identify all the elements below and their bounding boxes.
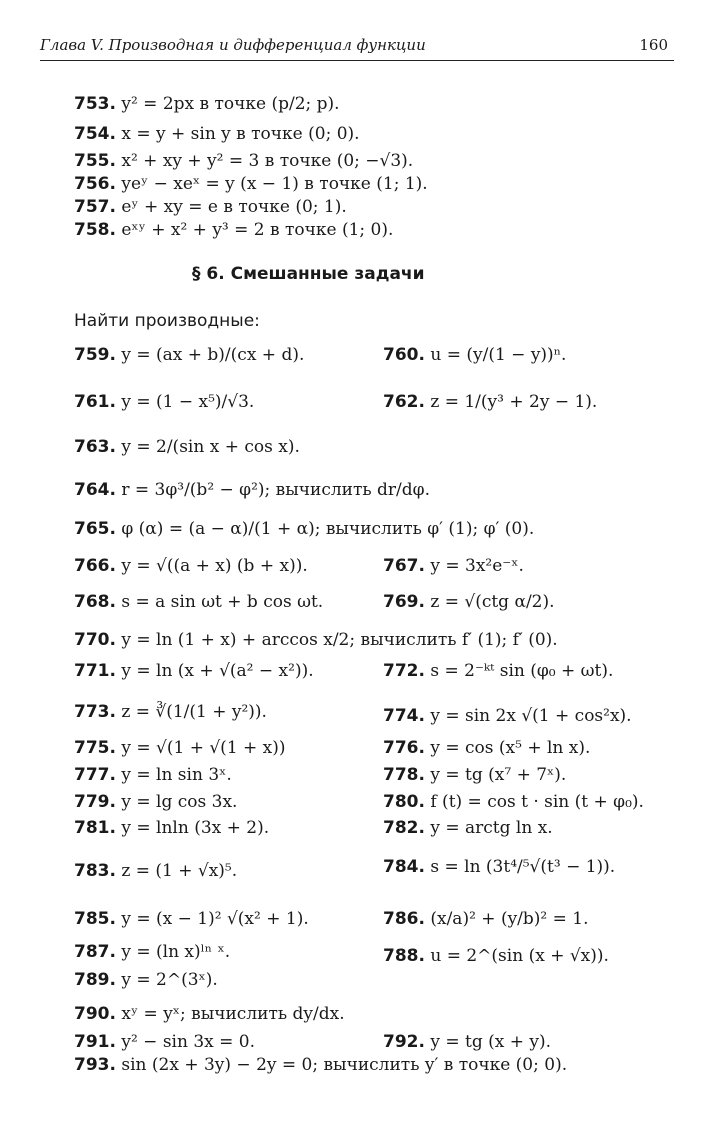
problem-text: z = √(ctg α/2). bbox=[430, 592, 555, 612]
intro-text: Найти производные: bbox=[74, 311, 260, 331]
problem-777 bbox=[74, 765, 232, 785]
problem-764 bbox=[74, 480, 430, 500]
problem-number: 788. bbox=[383, 946, 425, 966]
problem-780 bbox=[383, 792, 644, 812]
section-title: § 6. Смешанные задачи bbox=[192, 264, 425, 284]
problem-778 bbox=[383, 765, 566, 785]
problem-text: u = 2^(sin (x + √x)). bbox=[430, 946, 609, 966]
problem-text: y = ln sin 3ˣ. bbox=[121, 765, 232, 785]
problem-759 bbox=[74, 345, 304, 365]
problem-790 bbox=[74, 1004, 345, 1024]
problem-784 bbox=[383, 857, 615, 877]
problem-text: (x/a)² + (y/b)² = 1. bbox=[430, 909, 589, 929]
problem-text: y² = 2px в точке (p/2; p). bbox=[121, 94, 340, 114]
page-header bbox=[40, 36, 674, 61]
problem-755 bbox=[74, 151, 413, 171]
problem-785 bbox=[74, 909, 309, 929]
problem-769 bbox=[383, 592, 555, 612]
problem-756 bbox=[74, 174, 428, 194]
problem-number: 789. bbox=[74, 970, 116, 990]
problem-765 bbox=[74, 519, 534, 539]
problem-number: 755. bbox=[74, 151, 116, 171]
problem-text: sin (2x + 3y) − 2y = 0; вычислить y′ в точке (0; 0). bbox=[121, 1055, 568, 1075]
problem-text: r = 3φ³/(b² − φ²); вычислить dr/dφ. bbox=[121, 480, 430, 500]
problem-number: 783. bbox=[74, 861, 116, 881]
problem-number: 768. bbox=[74, 592, 116, 612]
problem-number: 756. bbox=[74, 174, 116, 194]
problem-776 bbox=[383, 738, 590, 758]
problem-number: 780. bbox=[383, 792, 425, 812]
problem-text: y = sin 2x √(1 + cos²x). bbox=[430, 706, 632, 726]
problem-number: 793. bbox=[74, 1055, 116, 1075]
problem-791 bbox=[74, 1032, 255, 1052]
problem-761 bbox=[74, 392, 254, 412]
problem-787 bbox=[74, 942, 230, 962]
problem-766 bbox=[74, 556, 308, 576]
problem-number: 777. bbox=[74, 765, 116, 785]
problem-770 bbox=[74, 630, 558, 650]
problem-number: 767. bbox=[383, 556, 425, 576]
problem-text: y = √(1 + √(1 + x)) bbox=[121, 738, 286, 758]
problem-text: y = (1 − x⁵)/√3. bbox=[121, 392, 255, 412]
problem-text: s = ln (3t⁴/⁵√(t³ − 1)). bbox=[430, 857, 616, 877]
problem-number: 754. bbox=[74, 124, 116, 144]
problem-text: y = (ln x)ˡⁿ ˣ. bbox=[121, 942, 231, 962]
problem-773 bbox=[74, 702, 267, 722]
problem-text: z = ∛(1/(1 + y²)). bbox=[121, 702, 267, 722]
problem-number: 784. bbox=[383, 857, 425, 877]
problem-763 bbox=[74, 437, 300, 457]
problem-number: 766. bbox=[74, 556, 116, 576]
problem-text: y = (x − 1)² √(x² + 1). bbox=[121, 909, 309, 929]
problem-text: f (t) = cos t · sin (t + φ₀). bbox=[430, 792, 644, 812]
problem-text: xʸ = yˣ; вычислить dy/dx. bbox=[121, 1004, 345, 1024]
problem-text: y = ln (1 + x) + arccos x/2; вычислить f′ (1); f′ (0). bbox=[121, 630, 558, 650]
problem-771 bbox=[74, 661, 314, 681]
problem-789 bbox=[74, 970, 218, 990]
problem-number: 773. bbox=[74, 702, 116, 722]
problem-number: 791. bbox=[74, 1032, 116, 1052]
problem-number: 781. bbox=[74, 818, 116, 838]
problem-775 bbox=[74, 738, 286, 758]
problem-number: 757. bbox=[74, 197, 116, 217]
problem-760 bbox=[383, 345, 566, 365]
problem-number: 787. bbox=[74, 942, 116, 962]
problem-number: 772. bbox=[383, 661, 425, 681]
problem-number: 785. bbox=[74, 909, 116, 929]
problem-number: 786. bbox=[383, 909, 425, 929]
problem-number: 769. bbox=[383, 592, 425, 612]
problem-text: s = 2⁻ᵏᵗ sin (φ₀ + ωt). bbox=[430, 661, 614, 681]
problem-text: y² − sin 3x = 0. bbox=[121, 1032, 256, 1052]
problem-772 bbox=[383, 661, 613, 681]
problem-783 bbox=[74, 861, 237, 881]
problem-text: s = a sin ωt + b cos ωt. bbox=[121, 592, 324, 612]
problem-text: y = 2/(sin x + cos x). bbox=[121, 437, 300, 457]
problem-text: z = (1 + √x)⁵. bbox=[121, 861, 238, 881]
problem-text: y = lnln (3x + 2). bbox=[121, 818, 270, 838]
problem-774 bbox=[383, 706, 632, 726]
problem-number: 763. bbox=[74, 437, 116, 457]
problem-number: 759. bbox=[74, 345, 116, 365]
problem-number: 765. bbox=[74, 519, 116, 539]
problem-text: u = (y/(1 − y))ⁿ. bbox=[430, 345, 567, 365]
problem-number: 753. bbox=[74, 94, 116, 114]
problem-text: y = 2^(3ˣ). bbox=[121, 970, 218, 990]
problem-text: eˣʸ + x² + y³ = 2 в точке (1; 0). bbox=[121, 220, 394, 240]
problem-782 bbox=[383, 818, 553, 838]
problem-number: 761. bbox=[74, 392, 116, 412]
problem-781 bbox=[74, 818, 269, 838]
problem-792 bbox=[383, 1032, 551, 1052]
problem-number: 778. bbox=[383, 765, 425, 785]
page-number: 160 bbox=[639, 36, 668, 54]
problem-text: y = √((a + x) (b + x)). bbox=[121, 556, 308, 576]
problem-762 bbox=[383, 392, 597, 412]
problem-753 bbox=[74, 94, 340, 114]
problem-number: 776. bbox=[383, 738, 425, 758]
problem-number: 790. bbox=[74, 1004, 116, 1024]
problem-number: 760. bbox=[383, 345, 425, 365]
problem-number: 775. bbox=[74, 738, 116, 758]
problem-text: eʸ + xy = e в точке (0; 1). bbox=[121, 197, 347, 217]
problem-767 bbox=[383, 556, 524, 576]
problem-text: y = lg cos 3x. bbox=[121, 792, 238, 812]
problem-786 bbox=[383, 909, 589, 929]
problem-number: 758. bbox=[74, 220, 116, 240]
problem-text: y = tg (x + y). bbox=[430, 1032, 552, 1052]
problem-number: 782. bbox=[383, 818, 425, 838]
problem-text: y = arctg ln x. bbox=[430, 818, 553, 838]
problem-757 bbox=[74, 197, 347, 217]
problem-text: y = cos (x⁵ + ln x). bbox=[430, 738, 591, 758]
problem-number: 779. bbox=[74, 792, 116, 812]
problem-text: y = ln (x + √(a² − x²)). bbox=[121, 661, 314, 681]
chapter-title: Глава V. Производная и дифференциал функции bbox=[40, 36, 426, 54]
problem-text: φ (α) = (a − α)/(1 + α); вычислить φ′ (1); φ′ (0). bbox=[121, 519, 535, 539]
problem-number: 762. bbox=[383, 392, 425, 412]
problem-number: 771. bbox=[74, 661, 116, 681]
problem-788 bbox=[383, 946, 609, 966]
problem-768 bbox=[74, 592, 323, 612]
problem-text: y = 3x²e⁻ˣ. bbox=[430, 556, 524, 576]
problem-758 bbox=[74, 220, 393, 240]
problem-text: yeʸ − xeˣ = y (x − 1) в точке (1; 1). bbox=[121, 174, 428, 194]
problem-779 bbox=[74, 792, 237, 812]
problem-number: 770. bbox=[74, 630, 116, 650]
problem-793 bbox=[74, 1055, 567, 1075]
problem-754 bbox=[74, 124, 360, 144]
problem-text: y = (ax + b)/(cx + d). bbox=[121, 345, 305, 365]
problem-number: 764. bbox=[74, 480, 116, 500]
problem-number: 792. bbox=[383, 1032, 425, 1052]
problem-number: 774. bbox=[383, 706, 425, 726]
problem-text: x = y + sin y в точке (0; 0). bbox=[121, 124, 360, 144]
problem-text: x² + xy + y² = 3 в точке (0; −√3). bbox=[121, 151, 414, 171]
problem-text: z = 1/(y³ + 2y − 1). bbox=[430, 392, 598, 412]
problem-text: y = tg (x⁷ + 7ˣ). bbox=[430, 765, 567, 785]
